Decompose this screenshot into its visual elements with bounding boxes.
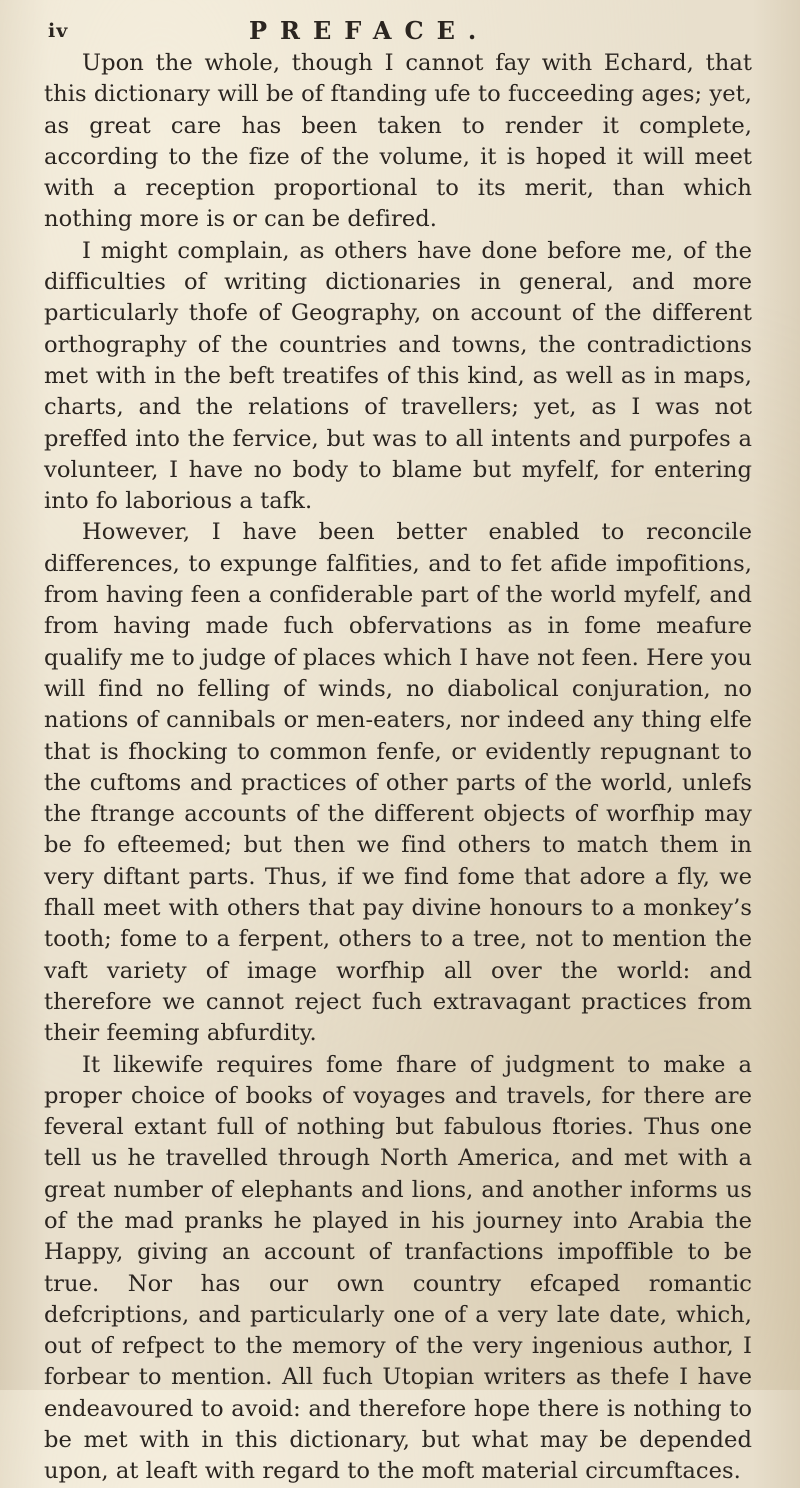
paragraph: It likewife requires fome fhare of judgment to make a proper choice of books of voyages and travels, for there are feveral extant full of nothing but fabulous ftories. Thus one tell us he travelled through North America, and met with a great number of elephants and lions, and another informs us of the mad pranks he played in his journey into Arabia the Happy, giving an account of tranfactions impoffible to be true. Nor has our own country efcaped romantic defcriptions, and particularly one of a very late date, which, out of refpect to the memory of the very ingenious author, I forbear to mention. All fuch Utopian writers as thefe I have endeavoured to avoid: and therefore hope there is nothing to be met with in this dictionary, but what may be depended upon, at leaft with regard to the moft material circumftaces. bbox=[44, 1051, 752, 1485]
paragraph: Upon the whole, though I cannot fay with Echard, that this dictionary will be of ftanding ufe to fucceeding ages; yet, as great care has been taken to render it complete, according to the fize of the volume, it is hoped it will meet with a reception proportional to its merit, than which nothing more is or can be defired. bbox=[44, 50, 752, 233]
preface-body bbox=[44, 48, 752, 1488]
page-number: iv bbox=[48, 20, 69, 42]
paragraph: However, I have been better enabled to reconcile differences, to expunge falfities, and to fet afide impofitions, from having feen a confiderable part of the world myfelf, and from having made fuch obfervations as in fome meafure qualify me to judge of places which I have not feen. Here you will find no felling of winds, no diabolical conjuration, no nations of cannibals or men-eaters, nor indeed any thing elfe that is fhocking to common fenfe, or evidently repugnant to the cuftoms and practices of other parts of the world, unlefs the ftrange accounts of the different objects of worfhip may be fo efteemed; but then we find others to match them in very diftant parts. Thus, if we find fome that adore a fly, we fhall meet with others that pay divine honours to a monkey’s tooth; fome to a ferpent, others to a tree, not to mention the vaft variety of image worfhip all over the world: and therefore we cannot reject fuch extravagant practices from their feeming abfurdity. bbox=[44, 519, 752, 1047]
running-head bbox=[44, 14, 752, 44]
page-title: PREFACE. bbox=[249, 16, 490, 45]
paragraph: I might complain, as others have done before me, of the difficulties of writing dictionaries in general, and more particularly thofe of Geography, on account of the different orthography of the countries and towns, the contradictions met with in the beft treatifes of this kind, as well as in maps, charts, and the relations of travellers; yet, as I was not preffed into the fervice, but was to all intents and purpofes a volunteer, I have no body to blame but myfelf, for entering into fo laborious a tafk. bbox=[44, 237, 752, 515]
